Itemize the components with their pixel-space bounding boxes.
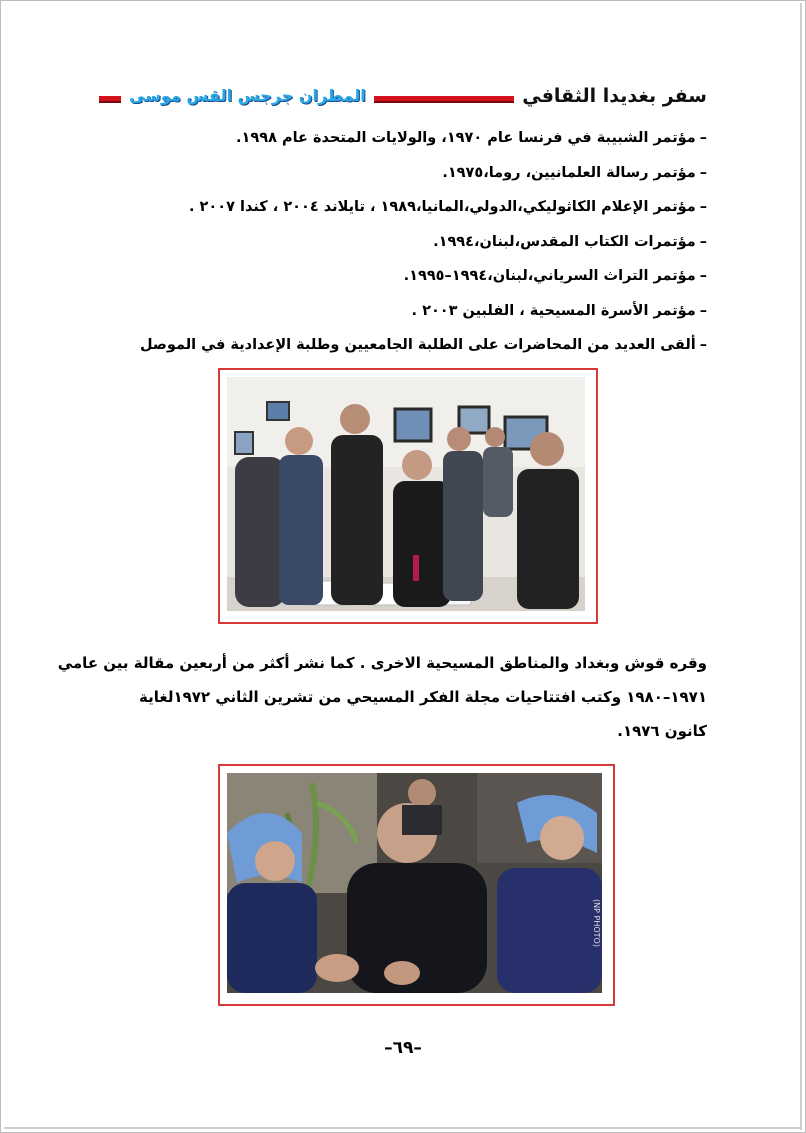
book-title: سفر بغديدا الثقافي xyxy=(514,83,711,109)
photo-exhibition xyxy=(218,368,598,624)
paragraph-line: وقره قوش وبغداد والمناطق المسيحية الاخرى . كما نشر أكثر من أربعين مقالة بين عامي xyxy=(57,654,707,672)
paragraph-line: ١٩٧١–١٩٨٠ وكتب افتتاحيات مجلة الفكر المسيحي من تشرين الثاني ١٩٧٢لغاية xyxy=(139,688,707,706)
list-item: –مؤتمر الشبيبة في فرنسا عام ١٩٧٠، والولايات المتحدة عام ١٩٩٨. xyxy=(236,130,707,146)
exhibition-photo-image xyxy=(227,377,585,611)
author-name: المطران جرجس القس موسى xyxy=(121,83,374,109)
biography-paragraph xyxy=(57,646,707,748)
page-number: –٦٩– xyxy=(384,1038,422,1058)
conference-list xyxy=(107,121,707,363)
photo-credit: (NP PHOTO) xyxy=(592,899,601,947)
greeting-photo-image xyxy=(227,773,602,993)
photo-greeting xyxy=(218,764,615,1006)
list-item: –ألقى العديد من المحاضرات على الطلبة الجامعيين وطلبة الإعدادية في الموصل xyxy=(139,337,707,353)
list-item: –مؤتمر الإعلام الكاثوليكي،الدولي،المانيا،١٩٨٩ ، تايلاند ٢٠٠٤ ، كندا ٢٠٠٧ . xyxy=(188,199,707,215)
list-item: –مؤتمر التراث السرياني،لبنان،١٩٩٤–١٩٩٥. xyxy=(403,268,707,284)
list-item: –مؤتمر رسالة العلمانيين، روما،١٩٧٥. xyxy=(442,164,707,181)
list-item: –مؤتمرات الكتاب المقدس،لبنان،١٩٩٤. xyxy=(433,233,707,250)
paragraph-line: كانون ١٩٧٦. xyxy=(617,722,707,740)
page-frame-right xyxy=(800,3,802,1130)
list-item: –مؤتمر الأسرة المسيحية ، الفلبين ٢٠٠٣ . xyxy=(411,302,707,319)
page-frame-bottom xyxy=(4,1127,802,1129)
running-header xyxy=(99,83,711,109)
